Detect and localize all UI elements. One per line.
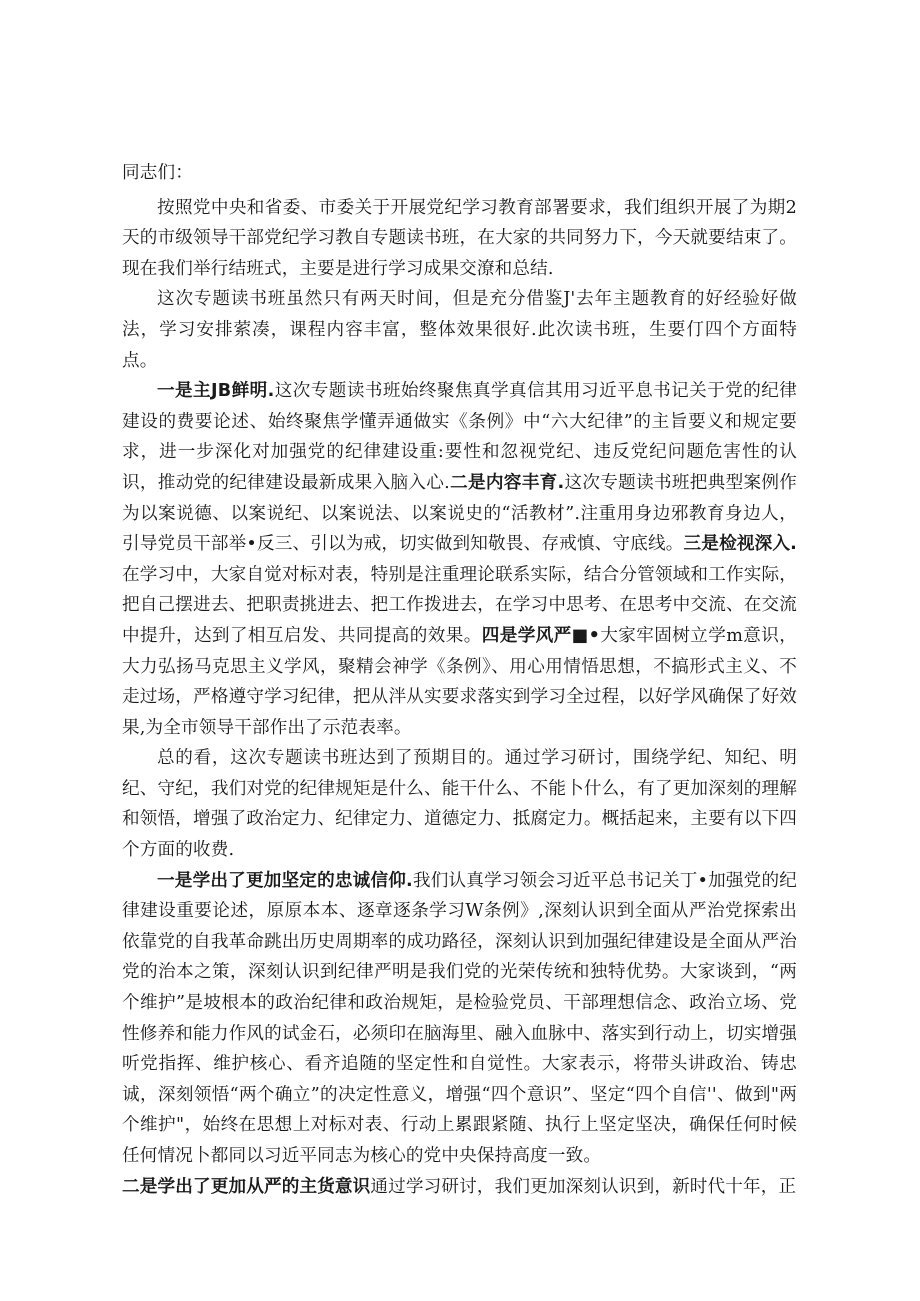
point-heading: 一是主JB鲜明. [157, 381, 275, 402]
point-heading: 一是学出了更加坚定的忠诚信仰. [157, 870, 413, 891]
paragraph-overview [122, 284, 797, 376]
point-heading: 三是检视深入. [683, 534, 798, 555]
greeting: 同志们： [122, 163, 193, 183]
document-body [122, 158, 797, 1202]
paragraph-text: 在学习中，大家自觉对标对表，特别是注重理论联系实际，结合分管领域和工作实际，把自己摆进去、把职责挑进去、把工作拨进去，在学习中思考、在思考中交流、在交流中提升，达到了相互启发、共同提高的效果。 [122, 564, 797, 646]
point-heading: 二是学出了更加从严的主货意识 [122, 1176, 371, 1197]
paragraph-text: 按照党中央和省委、市委关于开展党纪学习教育部署要求，我们组织开展了为期2天的市级领导干部党纪学习教自专题读书班，在大家的共同努力下，今天就要结束了。现在我们举行结班式，主要是进行学习成果交潦和总结. [122, 197, 797, 279]
paragraph-opening [122, 193, 797, 285]
paragraph-gain-two [122, 1172, 797, 1203]
paragraph-text: 总的看，这次专题读书班达到了预期目的。通过学习研讨，围绕学纪、知纪、明纪、守纪，我们对党的纪律规矩是什么、能干什么、不能卜什么，有了更加深刻的理解和领悟，增强了政治定力、纪律定力、道德定力、抵腐定力。概括起来，主要有以下四个方面的收费. [122, 748, 797, 861]
point-heading: 四是学风严■• [481, 625, 601, 646]
paragraph-text: 大家牢固树立学m意识，大力弘扬马克思主义学风，聚精会神学《条例》、用心用情悟思想，不搞形式主义、不走过场，严格遵守学习纪律，把从泮从实要求落实到学习全过程，以好学风确保了好效果,为全市领导干部作出了示范表率。 [122, 625, 797, 738]
paragraph-text: 这次专题读书班始终聚焦真学真信其用习近平息书记关于党的纪律建设的费要论述、始终聚焦学懂弄通做实《条例》中“六大纪律”的主旨要义和规定要求，进一步深化对加强党的纪律建设重:要性和忽视党纪、违反党纪问题危害性的认识，推动党的纪律建设最新成果入脑入心. [122, 381, 798, 493]
paragraph-text: 这次专题读书班把典型案例作为以案说德、以案说纪、以案说法、以案说史的“活教材”.注重用身边邪教育身边人，引导党员干部举•反三、引以为戒，切实做到知敬畏、存戒慎、守底线。 [122, 472, 798, 555]
paragraph-text: 通过学习研讨，我们更加深刻认识到，新时代十年，正 [370, 1176, 797, 1197]
paragraph-gain-one [122, 866, 797, 1172]
paragraph-text: 这次专题读书班虽然只有两天时间，但是充分借鉴J'去年主题教育的好经验好做法，学习安排萦凑，课程内容丰富，整体效果很好.此次读书班，生要仃四个方面特点。 [122, 289, 797, 371]
paragraph-summary [122, 743, 797, 865]
paragraph-features [122, 376, 797, 743]
point-heading: 二是内容丰育. [449, 472, 565, 493]
paragraph-text: 我们认真学习领会习近平总书记关丁•加强党的纪律建设重要论述，原原本本、逐章逐条学习W条例》,深刻认识到全面从严治党探索出依靠党的自我革命跳出历史周期率的成功路径，深刻认识到加强纪律建设是全面从严治党的治本之策，深刻认识到纪律严明是我们党的光荣传统和独特优势。大家谈到，“两个维护”是坡根本的政治纪律和政治规矩，是检验党员、干部理想信念、政治立场、党性修养和能力作风的试金石，必须印在脑海里、融入血脉中、落实到行动上，切实增强听党指挥、维护核心、看齐追随的坚定性和自觉性。大家表示，将带头讲政治、铸忠诚，深刻领悟“两个确立”的决定性意义，增强“四个意识”、坚定“四个自信''、做到"两个维护"，始终在思想上对标对表、行动上累跟紧随、执行上坚定坚决，确保任何时候任何情况卜都同以习近平同志为核心的党中央保持高度一致。 [122, 870, 797, 1166]
